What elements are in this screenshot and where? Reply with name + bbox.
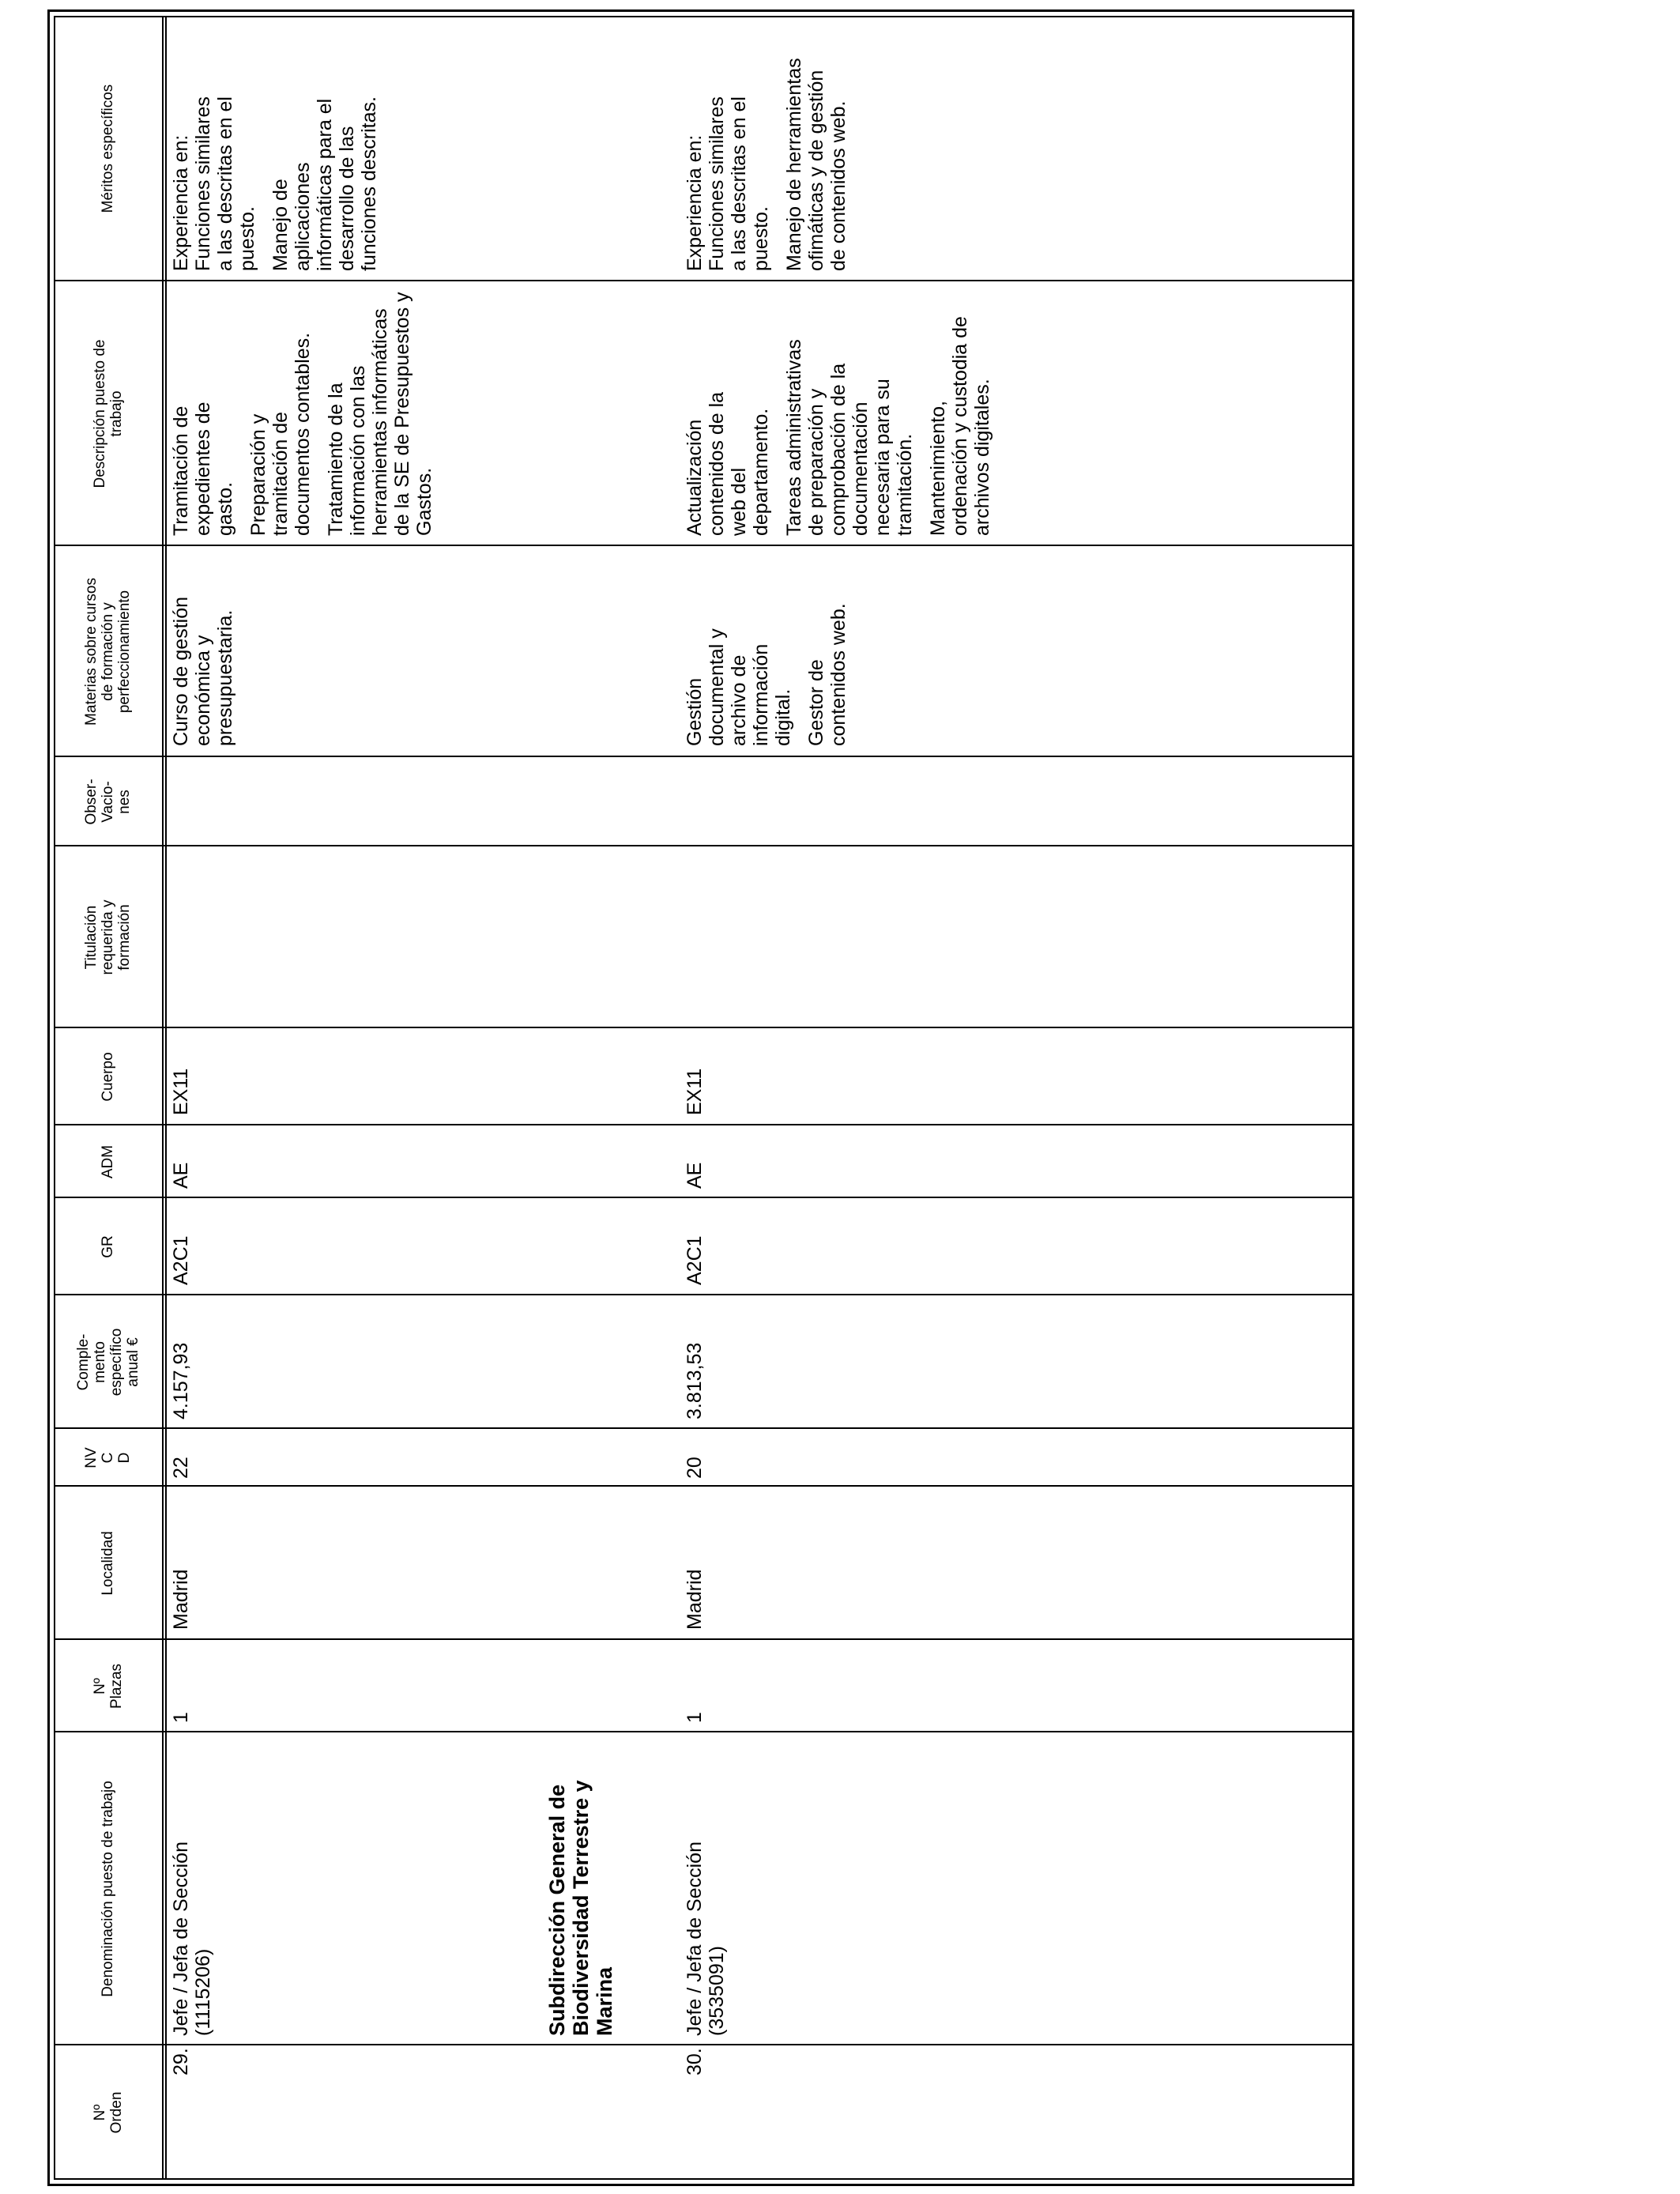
row-30-complemento: 3.813,53 (684, 1342, 706, 1419)
header-separator (162, 16, 167, 2180)
header-observaciones: Obser- Vacio- nes (83, 778, 133, 825)
row-29-nvcd: 22 (170, 1457, 192, 1479)
column-divider (54, 1124, 1354, 1125)
header-cuerpo: Cuerpo (100, 1052, 116, 1102)
row-30-plazas: 1 (684, 1712, 706, 1723)
row-29-plazas: 1 (170, 1712, 192, 1723)
row-29-localidad: Madrid (170, 1569, 192, 1630)
row-29-descripcion-item: Tramitación de expedientes de gasto. (170, 401, 236, 536)
header-plazas: Nº Plazas (91, 1663, 125, 1710)
row-30-orden: 30. (684, 2048, 706, 2075)
header-nvcd: NV C D (83, 1447, 133, 1468)
row-29-merito-item: Funciones similares a las descritas en el puesto. (192, 96, 258, 271)
column-divider (54, 1197, 1354, 1198)
column-divider (54, 756, 1354, 757)
row-29-descripcion-item: Preparación y tramitación de documentos contables. (247, 332, 314, 536)
column-divider (54, 1427, 1354, 1429)
header-localidad: Localidad (100, 1531, 116, 1596)
row-30-localidad: Madrid (684, 1569, 706, 1630)
header-adm: ADM (100, 1144, 116, 1179)
header-meritos: Méritos específicos (100, 84, 116, 213)
header-titulacion: Titulación requerida y formación (83, 899, 133, 975)
header-descripcion: Descripción puesto de trabajo (91, 339, 125, 488)
row-29-merito-item: Manejo de aplicaciones informáticas para el desarrollo de las funciones descritas. (269, 96, 380, 271)
header-gr: GR (100, 1235, 116, 1258)
row-30-descripcion (684, 283, 993, 536)
section-title: Subdirección General de Biodiversidad Terrestre y Marina (545, 1780, 616, 2036)
row-29-denominacion: Jefe / Jefa de Sección (1115206) (170, 1842, 214, 2036)
row-29-complemento: 4.157,93 (170, 1342, 192, 1419)
row-29-orden: 29. (170, 2048, 192, 2075)
column-divider (54, 280, 1354, 281)
row-30-gr: A2C1 (684, 1235, 706, 1285)
row-30-merito-item: Funciones similares a las descritas en el puesto. (706, 96, 772, 271)
row-30-materia-item: Gestor de contenidos web. (805, 603, 849, 746)
column-divider (54, 1638, 1354, 1640)
column-divider (54, 545, 1354, 546)
row-29-descripcion-item: Tratamiento de la información con las herramientas informáticas de la SE de Presupuestos y Gastos. (325, 292, 435, 536)
row-29-gr: A2C1 (170, 1235, 192, 1285)
column-divider (54, 1027, 1354, 1028)
row-30-cuerpo: EX11 (684, 1068, 706, 1115)
column-divider (54, 1485, 1354, 1487)
column-divider (54, 845, 1354, 846)
row-29-materias (170, 548, 236, 746)
header-orden: Nº Orden (91, 2091, 125, 2134)
row-30-meritos-intro: Experiencia en: (684, 134, 706, 271)
column-divider (54, 1731, 1354, 1732)
row-29-cuerpo: EX11 (170, 1068, 192, 1115)
column-divider (54, 1294, 1354, 1295)
row-30-descripcion-item: Mantenimiento, ordenación y custodia de archivos digitales. (927, 316, 993, 536)
row-30-materia-item: Gestión documental y archivo de información digital. (684, 628, 794, 746)
row-30-descripcion-item: Tareas administrativas de preparación y comprobación de la documentación necesaria para su tramitación. (783, 339, 916, 536)
header-materias: Materias sobre cursos de formación y perfeccionamiento (83, 578, 133, 726)
header-complemento: Comple- mento específico anual € (74, 1328, 141, 1397)
column-divider (54, 2044, 1354, 2045)
row-30-materias (684, 548, 849, 746)
header-denominacion: Denominación puesto de trabajo (100, 1781, 116, 1997)
row-29-meritos-intro: Experiencia en: (170, 134, 192, 271)
row-30-nvcd: 20 (684, 1457, 706, 1479)
row-29-materia-item: Curso de gestión económica y presupuestaria. (170, 596, 236, 746)
row-30-descripcion-item: Actualización contenidos de la web del departamento. (684, 391, 772, 536)
row-29-adm: AE (170, 1162, 192, 1189)
row-30-adm: AE (684, 1162, 706, 1189)
row-30-merito-item: Manejo de herramientas ofimáticas y de gestión de contenidos web. (783, 58, 849, 271)
row-30-meritos (684, 18, 849, 271)
row-29-descripcion (170, 283, 435, 536)
row-30-denominacion: Jefe / Jefa de Sección (3535091) (684, 1842, 728, 2036)
row-29-meritos (170, 18, 380, 271)
